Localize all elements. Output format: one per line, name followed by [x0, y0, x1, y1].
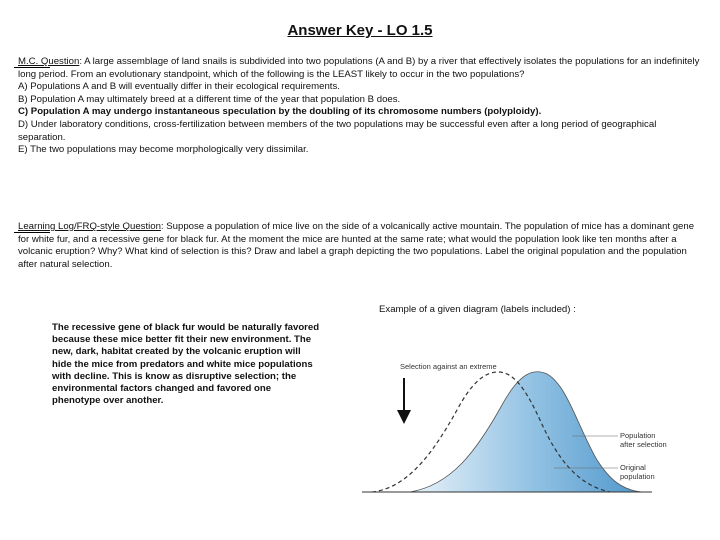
mc-option-a: A) Populations A and B will eventually differ in their ecological requirements. — [18, 81, 340, 93]
mc-label: M.C. Question — [18, 56, 80, 67]
frq-label: Learning Log/FRQ-style Question — [18, 221, 161, 232]
original-label-line1: Original — [620, 463, 646, 472]
mc-option-b: B) Population A may ultimately breed at a different time of the year that population B does. — [18, 93, 401, 105]
mc-question-text: : A large assemblage of land snails is subdivided into two populations (A and B) by a river that effectively isolates the populations for an indefinitely long period. From an evolutionary standpoint, which of the following is the LEAST likely to occur in the two populations? — [18, 56, 700, 80]
selection-label: Selection against an extreme — [400, 362, 497, 371]
selection-diagram — [352, 350, 690, 500]
diagram-caption: Example of a given diagram (labels included) : — [379, 304, 576, 315]
after-selection-area — [410, 372, 642, 492]
frq-question-block — [18, 221, 702, 271]
mc-option-c-correct: C) Population A may undergo instantaneous speculation by the doubling of its chromosome numbers (polyploidy). — [18, 106, 542, 118]
original-label-line2: population — [620, 472, 655, 481]
after-label-line1: Population — [620, 431, 656, 440]
page-title: Answer Key - LO 1.5 — [287, 22, 433, 39]
after-label-line2: after selection — [620, 440, 667, 449]
frq-answer: The recessive gene of black fur would be naturally favored because these mice better fit their new environment. The new, dark, habitat created by the volcanic eruption will hide the mice from predators and white mice populations with decline. This is know as disruptive selection; the environmental factors changed and favored one phenotype over another. — [52, 322, 320, 407]
frq-question-text: : Suppose a population of mice live on the side of a volcanically active mountain. The population of mice has a dominant gene for white fur, and a recessive gene for black fur. At the moment the mice are hunted at the same rate; what would the population look like ten months after a volcanic eruption? Why? What kind of selection is this? Draw and label a graph depicting the two populations. Label the original population and the population after natural selection. — [18, 221, 695, 270]
mc-option-e: E) The two populations may become morphologically very dissimilar. — [18, 144, 309, 156]
selection-arrow-head — [397, 410, 411, 424]
mc-question-block — [18, 56, 702, 157]
mc-option-d: D) Under laboratory conditions, cross-fertilization between members of the two populations may be successful even after a long period of geographical separation. — [18, 118, 657, 143]
